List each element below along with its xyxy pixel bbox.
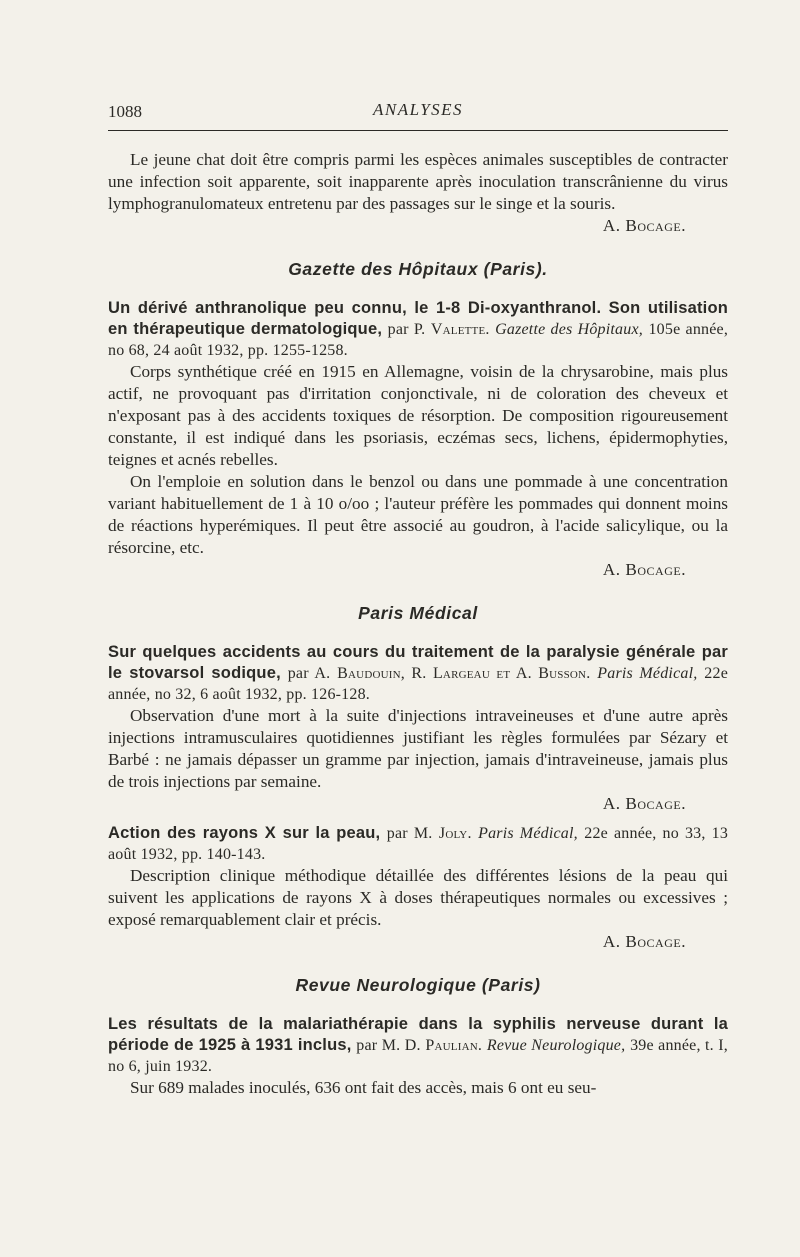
journal-heading: Gazette des Hôpitaux (Paris). [288, 259, 548, 279]
journal-heading: Revue Neurologique (Paris) [295, 975, 541, 995]
page-number: 1088 [108, 102, 142, 121]
article-details: 22e année, no 32, 6 août 1932, pp. 126-128. [108, 665, 728, 703]
article-journal-ref: Paris Médical, [478, 825, 578, 842]
article-signature: A. Bocage. [602, 560, 686, 579]
article-header [108, 1014, 728, 1077]
article-par: par M. D. [356, 1037, 421, 1054]
article-par: par M. [386, 825, 433, 842]
running-title: ANALYSES [372, 100, 464, 119]
intro-signature: A. Bocage. [602, 216, 686, 235]
article-details: 22e année, no 33, 13 août 1932, pp. 140-143. [108, 825, 729, 863]
article-header [108, 298, 728, 361]
article-author: Baudouin, R. Largeau et A. Busson. [337, 665, 591, 682]
article-title: Sur quelques accidents au cours du traitement de la paralysie générale par le stovarsol sodique, [108, 643, 728, 682]
page-header [108, 98, 728, 120]
article-journal-ref: Gazette des Hôpitaux, [495, 321, 643, 338]
article-par: par A. [287, 665, 331, 682]
intro-paragraph: Le jeune chat doit être compris parmi les espèces animales susceptibles de contracter une infection soit apparente, soit inapparente après inoculation transcrânienne du virus lymphogranulomateux entretenu par des passages sur le singe et la souris. [108, 150, 728, 213]
article-paragraph: Sur 689 malades inoculés, 636 ont fait des accès, mais 6 ont eu seu- [130, 1078, 597, 1097]
journal-heading: Paris Médical [358, 603, 478, 623]
article-details: 105e année, no 68, 24 août 1932, pp. 1255-1258. [108, 321, 729, 359]
page [108, 98, 728, 1099]
article-par: par P. [387, 321, 426, 338]
article-header [108, 642, 728, 705]
article-paragraph: Observation d'une mort à la suite d'injections intraveineuses et d'une autre après injections intramusculaires quotidiennes justifiant les règles formulées par Sézary et Barbé : ne jamais dépasser un gramme par injection, jamais d'intraveineuse, jamais plus de trois injections par semaine. [108, 706, 728, 791]
article-author: Valette. [430, 321, 490, 338]
article-title: Les résultats de la malariathérapie dans la syphilis nerveuse durant la période de 1925 à 1931 inclus, [108, 1015, 728, 1054]
article-paragraph: Corps synthétique créé en 1915 en Allemagne, voisin de la chrysarobine, mais plus actif, ne provoquant pas d'irritation conjonctivale, ni de coloration des cheveux et n'exposant pas à des accidents toxiques de résorption. De composition rigoureusement constante, il est indiqué dans les psoriasis, eczémas secs, lichens, épidermophyties, teignes et acnés rebelles. [108, 362, 728, 469]
article-author: Paulian. [425, 1037, 483, 1054]
article-title: Action des rayons X sur la peau, [108, 824, 381, 842]
article-title: Un dérivé anthranolique peu connu, le 1-8 Di-oxyanthranol. Son utilisation en thérapeutique dermatologique, [108, 299, 728, 338]
article-journal-ref: Paris Médical, [597, 665, 698, 682]
article-paragraph: On l'emploie en solution dans le benzol ou dans une pommade à une concentration variant habituellement de 1 à 10 o/oo ; l'auteur préfère les pommades qui donnent moins de réactions hyperémiques. Il peut être associé au goudron, à l'acide salicylique, ou la résorcine, etc. [108, 472, 728, 557]
article-paragraph: Description clinique méthodique détaillée des différentes lésions de la peau qui suivent les applications de rayons X à doses thérapeutiques normales ou excessives ; exposé remarquablement clair et précis. [108, 866, 728, 929]
article-signature: A. Bocage. [602, 794, 686, 813]
article-details: 39e année, t. I, no 6, juin 1932. [108, 1037, 728, 1075]
article-journal-ref: Revue Neurologique, [486, 1037, 626, 1054]
article-author: Joly. [438, 825, 472, 842]
article-header [108, 823, 728, 865]
article-signature: A. Bocage. [602, 932, 686, 951]
